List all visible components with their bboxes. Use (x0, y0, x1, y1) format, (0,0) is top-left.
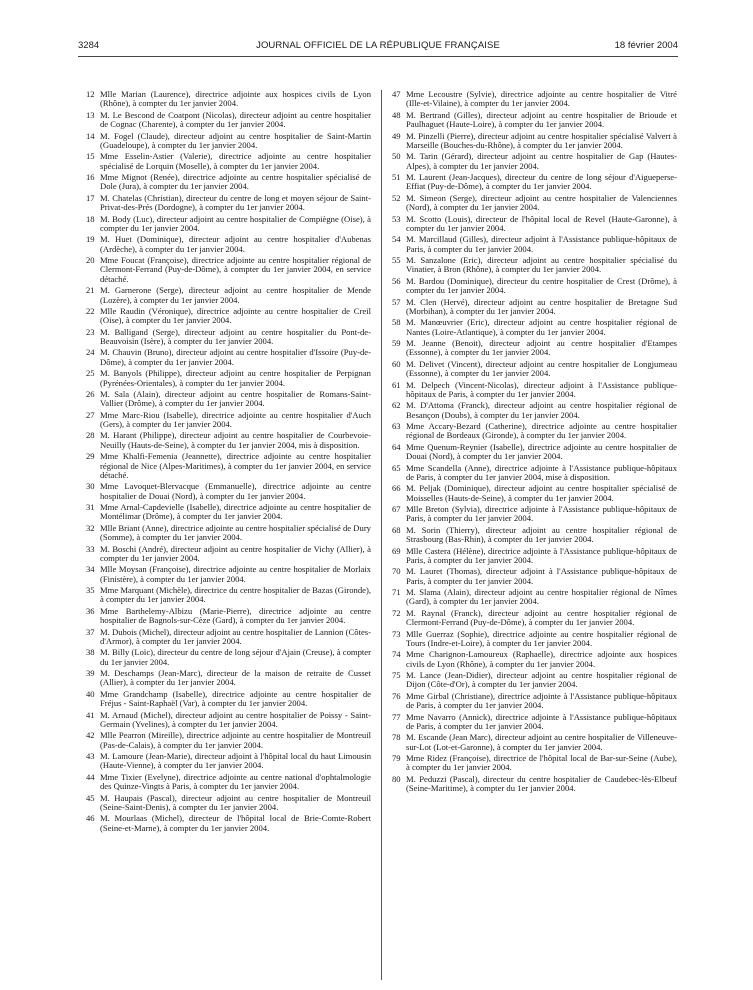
list-item (392, 754, 677, 773)
list-item (86, 503, 371, 522)
list-item (86, 794, 371, 813)
item-text: M. Bardou (Dominique), directeur du centre hospitalier de Crest (Drôme), à compter du 1er janvier 2004. (406, 275, 677, 296)
item-text: M. Pinzelli (Pierre), directeur adjoint au centre hospitalier spécialisé Valvert à Marseille (Bouches-du-Rhône), à compter du 1er janvier 2004. (406, 130, 677, 150)
list-item (86, 256, 371, 284)
item-text: M. Boschi (André), directeur adjoint au centre hospitalier de Vichy (Allier), à compter du 1er janvier 2004. (100, 543, 371, 563)
item-text: M. Sanzalone (Eric), directeur adjoint au centre hospitalier spécialisé du Vinatier, à Bron (Rhône), à compter du 1er janvier 2004. (406, 255, 677, 275)
item-text: Mme Grandchamp (Isabelle), directrice adjointe au centre hospitalier de Fréjus - Saint-Raphaël (Var), à compter du 1er janvier 2004. (100, 688, 371, 709)
item-number: 35 (86, 585, 95, 595)
item-text: M. Fogel (Claude), directeur adjoint au centre hospitalier de Saint-Martin (Guadeloupe), à compter du 1er janvier 2004. (100, 130, 371, 150)
item-text: Mme Ridez (Françoise), directrice de l'hôpital local de Bar-sur-Seine (Aube), à compter du 1er janvier 2004. (406, 753, 677, 773)
item-text: Mme Marquant (Michèle), directrice du centre hospitalier de Bazas (Gironde), à compter du 1er janvier 2004. (100, 585, 371, 605)
list-item (392, 671, 677, 690)
item-text: M. Lauret (Thomas), directeur adjoint à l'Assistance publique-hôpitaux de Paris, à compter du 1er janvier 2004. (406, 566, 677, 586)
item-text: Mme Arnal-Capdevielle (Isabelle), directrice adjointe au centre hospitalier de Montélimar (Drôme), à compter du 1er janvier 2004. (100, 502, 371, 522)
item-number: 31 (86, 502, 95, 512)
item-text: Mme Mignot (Renée), directrice adjointe au centre hospitalier spécialisé de Dole (Jura), à compter du 1er janvier 2004. (100, 172, 371, 192)
list-item (86, 390, 371, 409)
item-number: 74 (392, 649, 401, 660)
item-number: 36 (86, 605, 95, 616)
list-item (86, 215, 371, 234)
item-text: Mme Girbal (Christiane), directrice adjointe à l'Assistance publique-hôpitaux de Paris, à compter du 1er janvier 2004. (406, 690, 677, 711)
list-item (392, 484, 677, 503)
item-number: 16 (86, 172, 95, 182)
list-item (392, 650, 677, 669)
item-text: Mlle Marian (Laurence), directrice adjointe aux hospices civils de Lyon (Rhône), à compter du 1er janvier 2004. (100, 90, 371, 109)
item-text: M. Arnaud (Michel), directeur adjoint au centre hospitalier de Poissy - Saint-Germain (Yvelines), à compter du 1er janvier 2004. (100, 709, 371, 729)
list-item (392, 713, 677, 732)
list-item (392, 173, 677, 192)
item-text: M. Balligand (Serge), directeur adjoint au centre hospitalier du Pont-de-Beauvoisin (Isère), à compter du 1er janvier 2004. (100, 326, 371, 346)
item-text: Mme Accary-Bezard (Catherine), directrice adjointe au centre hospitalier régional de Bordeaux (Gironde), à compter du 1er janvier 2004. (406, 421, 677, 441)
list-item (86, 132, 371, 151)
list-item (86, 286, 371, 305)
publication-date: 18 février 2004 (614, 40, 678, 51)
item-text: Mlle Pearron (Mireille), directrice adjointe au centre hospitalier de Montreuil (Pas-de-Calais), à compter du 1er janvier 2004. (100, 730, 371, 750)
item-number: 26 (86, 388, 95, 399)
list-item (392, 152, 677, 171)
column-divider (381, 90, 382, 980)
list-item (86, 173, 371, 192)
right-column (392, 90, 677, 985)
list-item (392, 526, 677, 545)
page-header (78, 40, 678, 54)
item-number: 47 (392, 90, 401, 99)
item-text: Mme Navarro (Annick), directrice adjointe à l'Assistance publique-hôpitaux de Paris, à compter du 1er janvier 2004. (406, 711, 677, 731)
list-item (86, 648, 371, 667)
list-item (392, 547, 677, 566)
item-number: 64 (392, 441, 401, 452)
left-column (86, 90, 371, 985)
list-item (86, 369, 371, 388)
header-rule (78, 56, 678, 57)
list-item (86, 773, 371, 792)
item-text: M. Jeanne (Benoit), directeur adjoint au centre hospitalier d'Etampes (Essonne), à compter du 1er janvier 2004. (406, 338, 677, 358)
item-text: M. Deschamps (Jean-Marc), directeur de la maison de retraite de Cusset (Allier), à compter du 1er janvier 2004. (100, 668, 371, 688)
list-item (86, 586, 371, 605)
list-item (392, 505, 677, 524)
item-text: M. Mourlaas (Michel), directeur de l'hôpital local de Brie-Comte-Robert (Seine-et-Marne), à compter du 1er janvier 2004. (100, 813, 371, 833)
item-number: 57 (392, 296, 401, 307)
item-number: 69 (392, 545, 401, 556)
journal-title: JOURNAL OFFICIEL DE LA RÉPUBLIQUE FRANÇAISE (256, 40, 500, 51)
item-number: 43 (86, 751, 95, 761)
item-number: 73 (392, 628, 401, 639)
item-number: 17 (86, 192, 95, 203)
item-text: M. Le Bescond de Coatpont (Nicolas), directeur adjoint au centre hospitalier de Cognac (Charente), à compter du 1er janvier 2004. (100, 109, 371, 130)
item-text: M. Harant (Philippe), directeur adjoint au centre hospitalier de Courbevoie-Neuilly (Hauts-de-Seine), à compter du 1er janvier 2004, mis à disposition. (100, 430, 371, 450)
list-item (392, 733, 677, 752)
item-number: 67 (392, 504, 401, 514)
item-number: 76 (392, 690, 401, 701)
list-item (86, 90, 371, 109)
item-text: M. Billy (Loïc), directeur du centre de long séjour d'Ajain (Creuse), à compter du 1er janvier 2004. (100, 647, 371, 667)
list-item (86, 307, 371, 326)
item-number: 13 (86, 109, 95, 120)
item-number: 48 (392, 109, 401, 120)
item-number: 79 (392, 753, 401, 763)
item-number: 22 (86, 305, 95, 316)
item-number: 23 (86, 326, 95, 337)
item-number: 37 (86, 626, 95, 637)
item-number: 51 (392, 172, 401, 182)
item-number: 19 (86, 234, 95, 245)
item-text: M. Peduzzi (Pascal), directeur du centre hospitalier de Caudebec-lès-Elbeuf (Seine-Maritime), à compter du 1er janvier 2004. (406, 773, 677, 794)
list-item (86, 411, 371, 430)
item-text: M. Huet (Dominique), directeur adjoint au centre hospitalier d'Aubenas (Ardèche), à compter du 1er janvier 2004. (100, 234, 371, 254)
list-item (86, 607, 371, 626)
list-item (86, 194, 371, 213)
item-text: M. Manœuvrier (Eric), directeur adjoint au centre hospitalier régional de Nantes (Loire-Atlantique), à compter du 1er janvier 2004. (406, 317, 677, 337)
list-item (86, 545, 371, 564)
item-text: M. Bertrand (Gilles), directeur adjoint au centre hospitalier de Brioude et Paulhaguet (Haute-Loire), à compter du 1er janvier 2004. (406, 109, 677, 130)
item-number: 72 (392, 607, 401, 618)
item-number: 66 (392, 483, 401, 494)
item-number: 54 (392, 234, 401, 245)
item-text: M. Dubois (Michel), directeur adjoint au centre hospitalier de Lannion (Côtes-d'Armor), à compter du 1er janvier 2004. (100, 626, 371, 646)
item-number: 59 (392, 338, 401, 348)
item-text: M. Sorin (Thierry), directeur adjoint au centre hospitalier régional de Strasbourg (Bas-Rhin), à compter du 1er janvier 2004. (406, 524, 677, 545)
item-number: 12 (86, 90, 95, 99)
item-number: 24 (86, 347, 95, 358)
list-item (392, 422, 677, 441)
list-item (86, 565, 371, 584)
list-item (86, 431, 371, 450)
item-text: M. Body (Luc), directeur adjoint au centre hospitalier de Compiègne (Oise), à compter du 1er janvier 2004. (100, 213, 371, 233)
item-text: M. Slama (Alain), directeur adjoint au centre hospitalier régional de Nîmes (Gard), à compter du 1er janvier 2004. (406, 587, 677, 607)
list-item (86, 348, 371, 367)
item-text: Mme Scandella (Anne), directrice adjointe à l'Assistance publique-hôpitaux de Paris, à compter du 1er janvier 2004, mise à disposition. (406, 462, 677, 482)
item-number: 65 (392, 462, 401, 473)
list-item (392, 630, 677, 649)
item-number: 53 (392, 213, 401, 224)
list-item (86, 452, 371, 480)
item-number: 34 (86, 564, 95, 575)
item-text: Mme Tixier (Evelyne), directrice adjointe au centre national d'ophtalmologie des Quinze-Vingts à Paris, à compter du 1er janvier 2004. (100, 771, 371, 792)
item-number: 42 (86, 730, 95, 741)
list-item (392, 318, 677, 337)
list-item (392, 111, 677, 130)
item-number: 52 (392, 192, 401, 203)
item-text: Mme Foucat (Françoise), directrice adjointe au centre hospitalier régional de Clermont-Ferrand (Puy-de-Dôme), à compter du 1er janvier 2004, en service détaché. (100, 255, 371, 284)
item-number: 56 (392, 275, 401, 286)
item-text: Mlle Briant (Anne), directrice adjointe au centre hospitalier spécialisé de Dury (Somme), à compter du 1er janvier 2004. (100, 522, 371, 543)
item-text: Mlle Raudin (Véronique), directrice adjointe au centre hospitalier de Creil (Oise), à compter du 1er janvier 2004. (100, 305, 371, 326)
list-item (86, 235, 371, 254)
item-text: Mme Quenum-Reynier (Isabelle), directrice adjointe au centre hospitalier de Douai (Nord), à compter du 1er janvier 2004. (406, 441, 677, 462)
list-item (392, 90, 677, 109)
item-number: 14 (86, 130, 95, 141)
item-text: Mme Marc-Riou (Isabelle), directrice adjointe au centre hospitalier d'Auch (Gers), à compter du 1er janvier 2004. (100, 409, 371, 429)
list-item (86, 752, 371, 771)
item-text: M. Delivet (Vincent), directeur adjoint au centre hospitalier de Longjumeau (Essonne), à compter du 1er janvier 2004. (406, 358, 677, 379)
item-number: 70 (392, 566, 401, 577)
item-text: M. Lance (Jean-Didier), directeur adjoint au centre hospitalier régional de Dijon (Côte-d'Or), à compter du 1er janvier 2004. (406, 670, 677, 690)
list-item (392, 381, 677, 400)
item-number: 80 (392, 773, 401, 784)
item-text: M. Lamoure (Jean-Marie), directeur adjoint à l'hôpital local du haut Limousin (Haute-Vienne), à compter du 1er janvier 2004. (100, 751, 371, 771)
item-number: 41 (86, 709, 95, 720)
item-text: Mme Esselin-Astier (Valerie), directrice adjointe au centre hospitalier spécialisé de Lorquin (Moselle), à compter du 1er janvier 2004. (100, 151, 371, 171)
item-text: M. Sala (Alain), directeur adjoint au centre hospitalier de Romans-Saint-Vallier (Drôme), à compter du 1er janvier 2004. (100, 388, 371, 409)
list-item (392, 443, 677, 462)
item-number: 45 (86, 792, 95, 803)
item-number: 63 (392, 421, 401, 431)
list-item (392, 588, 677, 607)
item-number: 40 (86, 688, 95, 699)
item-number: 46 (86, 813, 95, 824)
item-number: 50 (392, 151, 401, 162)
page-number: 3284 (78, 40, 100, 51)
list-item (392, 235, 677, 254)
list-item (86, 731, 371, 750)
list-item (392, 339, 677, 358)
item-number: 68 (392, 524, 401, 535)
item-number: 29 (86, 451, 95, 462)
item-number: 55 (392, 255, 401, 265)
item-number: 27 (86, 409, 95, 420)
item-text: Mlle Castera (Hélène), directrice adjointe à l'Assistance publique-hôpitaux de Paris, à compter du 1er janvier 2004. (406, 545, 677, 565)
list-item (392, 464, 677, 483)
list-item (392, 609, 677, 628)
item-number: 33 (86, 543, 95, 554)
item-text: M. Haupais (Pascal), directeur adjoint au centre hospitalier de Montreuil (Seine-Saint-Denis), à compter du 1er janvier 2004. (100, 792, 371, 812)
item-text: M. Garnerone (Serge), directeur adjoint au centre hospitalier de Mende (Lozère), à compter du 1er janvier 2004. (100, 285, 371, 305)
item-number: 71 (392, 587, 401, 597)
item-text: M. Laurent (Jean-Jacques), directeur du centre de long séjour d'Aigueperse-Effiat (Puy-de-Dôme), à compter du 1er janvier 2004. (406, 172, 677, 192)
item-text: Mlle Guerraz (Sophie), directrice adjointe au centre hospitalier régional de Tours (Indre-et-Loire), à compter du 1er janvier 2004. (406, 628, 677, 648)
item-text: M. Clen (Hervé), directeur adjoint au centre hospitalier de Bretagne Sud (Morbihan), à compter du 1er janvier 2004. (406, 296, 677, 316)
item-text: Mme Charignon-Lamoureux (Raphaelle), directrice adjointe aux hospices civils de Lyon (Rhône), à compter du 1er janvier 2004. (406, 649, 677, 669)
list-item (392, 298, 677, 317)
item-text: Mme Lecoustre (Sylvie), directrice adjointe au centre hospitalier de Vitré (Ille-et-Vilaine), à compter du 1er janvier 2004. (406, 90, 677, 109)
list-item (86, 814, 371, 833)
list-item (392, 775, 677, 794)
list-item (86, 669, 371, 688)
item-text: M. D'Attoma (Franck), directeur adjoint au centre hospitalier régional de Besançon (Doubs), à compter du 1er janvier 2004. (406, 400, 677, 420)
list-item (86, 711, 371, 730)
item-number: 75 (392, 670, 401, 680)
list-item (86, 328, 371, 347)
item-text: M. Chatelas (Christian), directeur du centre de long et moyen séjour de Saint-Privat-des-Prés (Dordogne), à compter du 1er janvier 2004. (100, 192, 371, 213)
list-item (86, 152, 371, 171)
item-text: Mme Barthelemy-Albizu (Marie-Pierre), directrice adjointe au centre hospitalier de Bagnols-sur-Cèze (Gard), à compter du 1er janvier 2004. (100, 605, 371, 626)
item-text: M. Escande (Jean Marc), directeur adjoint au centre hospitalier de Villeneuve-sur-Lot (Lot-et-Garonne), à compter du 1er janvier 2004. (406, 732, 677, 752)
item-number: 30 (86, 481, 95, 492)
item-number: 20 (86, 255, 95, 265)
item-number: 38 (86, 647, 95, 658)
list-item (392, 567, 677, 586)
item-text: M. Tarin (Gérard), directeur adjoint au centre hospitalier de Gap (Hautes-Alpes), à compter du 1er janvier 2004. (406, 151, 677, 171)
list-item (86, 482, 371, 501)
list-item (392, 194, 677, 213)
item-text: M. Chauvin (Bruno), directeur adjoint au centre hospitalier d'Issoire (Puy-de-Dôme), à compter du 1er janvier 2004. (100, 347, 371, 367)
item-text: M. Peljak (Dominique), directeur adjoint au centre hospitalier spécialisé de Moisselles (Hauts-de-Seine), à compter du 1er janvier 2004. (406, 483, 677, 503)
item-number: 58 (392, 317, 401, 328)
list-item (86, 628, 371, 647)
list-item (392, 692, 677, 711)
item-number: 77 (392, 711, 401, 722)
item-text: M. Simeon (Serge), directeur adjoint au centre hospitalier de Valenciennes (Nord), à compter du 1er janvier 2004. (406, 192, 677, 213)
item-number: 44 (86, 771, 95, 782)
item-text: Mme Lavoquet-Blervacque (Emmanuelle), directrice adjointe au centre hospitalier de Douai (Nord), à compter du 1er janvier 2004. (100, 481, 371, 501)
list-item (392, 360, 677, 379)
item-number: 15 (86, 151, 95, 162)
item-text: Mlle Breton (Sylvia), directrice adjointe à l'Assistance publique-hôpitaux de Paris, à compter du 1er janvier 2004. (406, 504, 677, 524)
item-number: 25 (86, 368, 95, 379)
item-text: Mme Khalfi-Femenia (Jeannette), directrice adjointe au centre hospitalier régional de Nice (Alpes-Maritimes), à compter du 1er janvier 2004, en service détaché. (100, 451, 371, 480)
list-item (86, 524, 371, 543)
list-item (392, 132, 677, 151)
item-number: 32 (86, 522, 95, 533)
item-number: 21 (86, 285, 95, 296)
list-item (86, 111, 371, 130)
item-number: 39 (86, 668, 95, 678)
item-text: M. Delpech (Vincent-Nicolas), directeur adjoint à l'Assistance publique-hôpitaux de Paris, à compter du 1er janvier 2004. (406, 379, 677, 399)
item-number: 49 (392, 130, 401, 141)
item-text: M. Marcillaud (Gilles), directeur adjoint à l'Assistance publique-hôpitaux de Paris, à compter du 1er janvier 2004. (406, 234, 677, 254)
list-item (392, 401, 677, 420)
item-number: 60 (392, 358, 401, 369)
item-text: M. Raynal (Franck), directeur adjoint au centre hospitalier régional de Clermont-Ferrand (Puy-de-Dôme), à compter du 1er janvier 2004. (406, 607, 677, 628)
list-item (86, 690, 371, 709)
item-number: 61 (392, 379, 401, 390)
item-text: Mlle Moysan (Françoise), directrice adjointe au centre hospitalier de Morlaix (Finistère), à compter du 1er janvier 2004. (100, 564, 371, 584)
item-text: M. Banyols (Philippe), directeur adjoint au centre hospitalier de Perpignan (Pyrénées-Orientales), à compter du 1er janvier 2004. (100, 368, 371, 388)
item-text: M. Scotto (Louis), directeur de l'hôpital local de Revel (Haute-Garonne), à compter du 1er janvier 2004. (406, 213, 677, 233)
item-number: 18 (86, 213, 95, 224)
item-number: 28 (86, 430, 95, 441)
list-item (392, 215, 677, 234)
list-item (392, 277, 677, 296)
list-item (392, 256, 677, 275)
item-number: 78 (392, 732, 401, 743)
item-number: 62 (392, 400, 401, 411)
